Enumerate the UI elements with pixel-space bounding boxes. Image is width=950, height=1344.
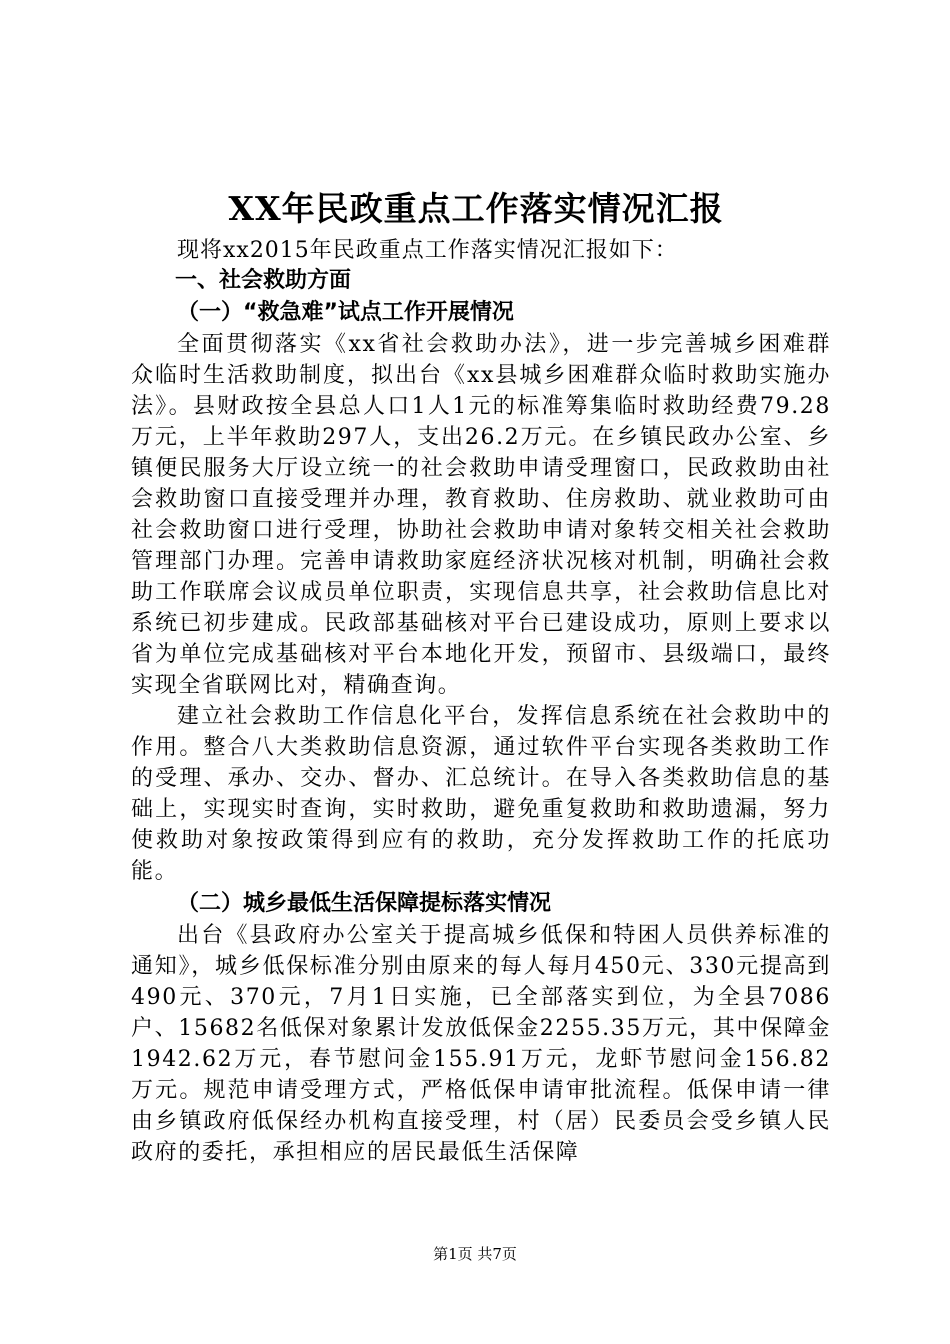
page-footer: 第1页 共7页 — [433, 1245, 517, 1263]
paragraph: 出台《县政府办公室关于提高城乡低保和特困人员供养标准的通知》，城乡低保标准分别由原来的每人每月450元、330元提高到490元、370元，7月1日实施，已全部落实到位，为全县7086户、15682名低保对象累计发放低保金2255.35万元，其中保障金1942.62万元，春节慰问金155.91万元，龙虾节慰问金156.82万元。规范申请受理方式，严格低保申请审批流程。低保申请一律由乡镇政府低保经办机构直接受理，村（居）民委员会受乡镇人民政府的委托，承担相应的居民最低生活保障 — [131, 923, 831, 1165]
document-body — [131, 182, 831, 1168]
intro-paragraph: 现将xx2015年民政重点工作落实情况汇报如下： — [177, 238, 678, 263]
subsection-heading-minimum-living-guarantee: （二）城乡最低生活保障提标落实情况 — [177, 891, 552, 916]
paragraph: 建立社会救助工作信息化平台，发挥信息系统在社会救助中的作用。整合八大类救助信息资源，通过软件平台实现各类救助工作的受理、承办、交办、督办、汇总统计。在导入各类救助信息的基础上，实现实时查询，实时救助，避免重复救助和救助遗漏，努力使救助对象按政策得到应有的救助，充分发挥救助工作的托底功能。 — [131, 704, 831, 884]
section-heading-social-assistance: 一、社会救助方面 — [175, 268, 352, 293]
document-title: XX年民政重点工作落实情况汇报 — [228, 189, 724, 228]
subsection-heading-emergency-relief: （一）“救急难”试点工作开展情况 — [177, 300, 514, 325]
paragraph: 全面贯彻落实《xx省社会救助办法》，进一步完善城乡困难群众临时生活救助制度，拟出台《xx县城乡困难群众临时救助实施办法》。县财政按全县总人口1人1元的标准筹集临时救助经费79.28万元，上半年救助297人，支出26.2万元。在乡镇民政办公室、乡镇便民服务大厅设立统一的社会救助申请受理窗口，民政救助由社会救助窗口直接受理并办理，教育救助、住房救助、就业救助可由社会救助窗口进行受理，协助社会救助申请对象转交相关社会救助管理部门办理。完善申请救助家庭经济状况核对机制，明确社会救助工作联席会议成员单位职责，实现信息共享，社会救助信息比对系统已初步建成。民政部基础核对平台已建设成功，原则上要求以省为单位完成基础核对平台本地化开发，预留市、县级端口，最终实现全省联网比对，精确查询。 — [131, 332, 831, 698]
